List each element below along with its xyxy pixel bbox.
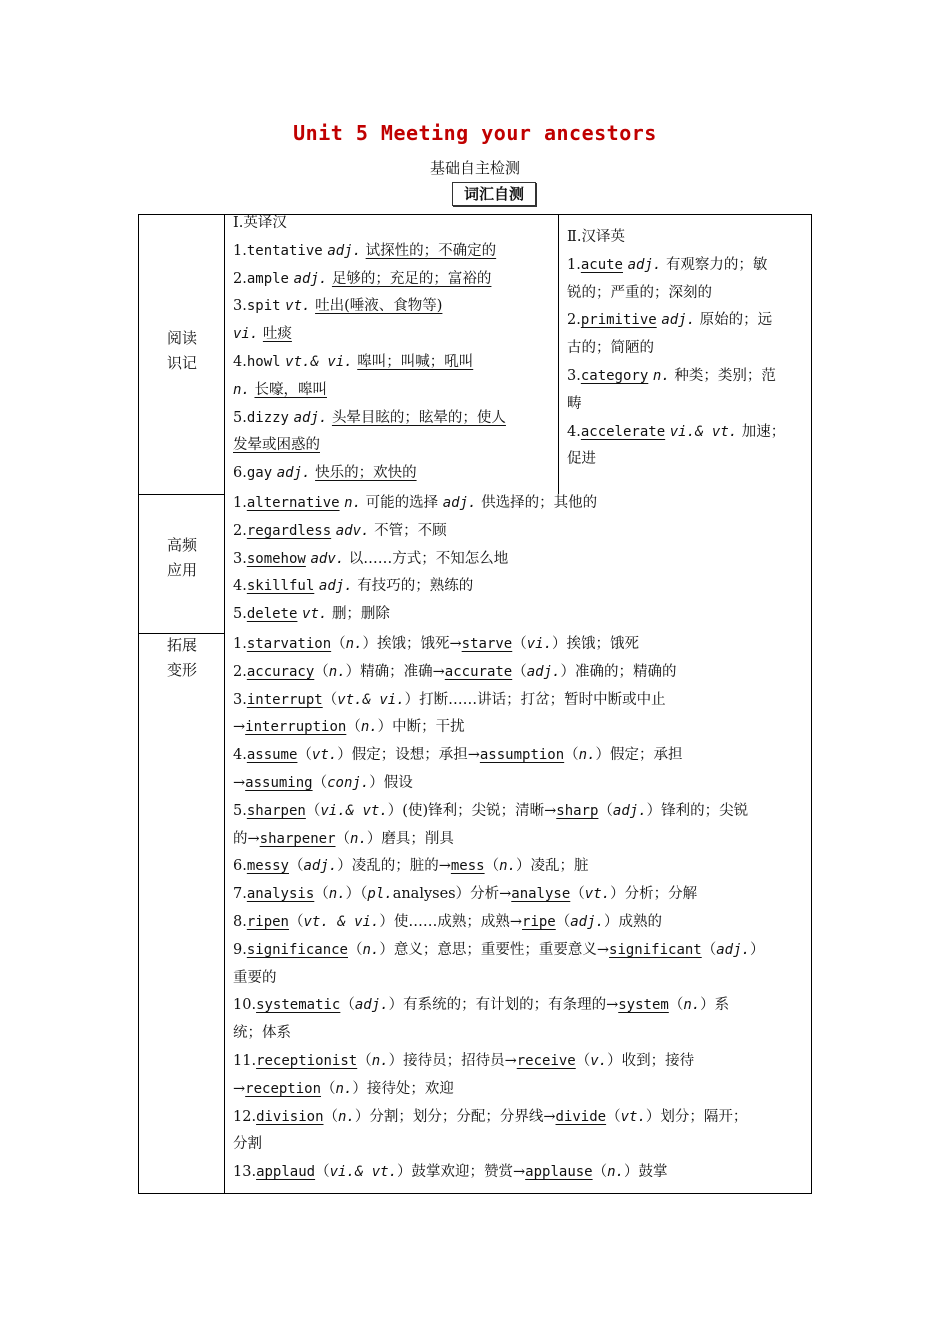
row-label-reading [139, 326, 225, 376]
extension-line [233, 1104, 764, 1132]
part-of-speech: vi.& vt. [669, 423, 738, 440]
extension-line [233, 1020, 764, 1048]
vocab-word: receptionist [256, 1052, 358, 1069]
vocab-word: assuming [245, 774, 313, 791]
item-number: 3. [233, 550, 247, 567]
part-of-speech: adj. [526, 663, 561, 680]
vocab-word: interruption [245, 719, 347, 736]
text-segment: （ [512, 636, 527, 652]
vocab-word: primitive [580, 312, 657, 329]
text-segment: （ [357, 1052, 372, 1069]
text-segment: （ [564, 747, 579, 764]
vocab-word: accuracy [246, 663, 315, 680]
table-row-divider-1 [138, 494, 224, 495]
row-label-line: 阅读 [166, 329, 197, 347]
part-of-speech: vt. [584, 886, 611, 903]
table-border-right [811, 214, 812, 1194]
text-segment: （ [570, 886, 585, 903]
vocab-line [233, 601, 597, 629]
text-segment: （ [512, 663, 527, 680]
vocab-word: regardless [246, 522, 332, 539]
text-segment: （ [555, 913, 571, 930]
meaning: 促进 [567, 451, 596, 468]
part-of-speech: n. [344, 495, 362, 511]
vocab-line [233, 432, 506, 460]
text-segment: （ [289, 913, 304, 930]
extension-line [233, 992, 764, 1020]
text-segment: （ [331, 636, 346, 652]
meaning: 嗥叫；叫喊；吼叫 [357, 353, 474, 370]
text-segment: ）假设 [369, 774, 413, 791]
text-segment: ）准确的；精确的 [560, 663, 677, 680]
item-number: 3. [567, 367, 581, 384]
vocab-word: skillful [246, 578, 315, 595]
part-of-speech: n. [350, 830, 367, 847]
vocab-line [567, 307, 785, 335]
extension-line [233, 631, 764, 659]
vocab-word: dizzy [246, 409, 289, 426]
row-label-frequent [139, 533, 225, 583]
item-number: 1. [567, 256, 581, 273]
vocab-word: receive [516, 1052, 576, 1069]
meaning: 发晕或困惑的 [233, 437, 320, 454]
meaning: 可能的选择 [365, 495, 439, 511]
text-segment: ）磨具；削具 [366, 830, 454, 847]
text-segment: （ [606, 1108, 621, 1125]
vocab-line [567, 363, 785, 391]
vocab-word: alternative [246, 495, 340, 511]
text-segment: ）分割；划分；分配；分界线→ [354, 1108, 556, 1125]
part-of-speech: adj. [318, 578, 353, 595]
part-of-speech: n. [371, 1052, 389, 1069]
section-box-label: 词汇自测 [452, 182, 536, 206]
text-segment: （ [340, 997, 355, 1014]
extension-line [233, 853, 764, 881]
text-segment: （ [322, 691, 338, 708]
extension-line [233, 1159, 764, 1187]
vocab-line [233, 518, 597, 546]
meaning: 原始的；远 [699, 312, 773, 329]
vocab-word: messy [246, 858, 289, 875]
text-segment: （ [346, 719, 361, 736]
meaning: 吐出(唾液、食物等) [315, 298, 443, 315]
vocab-word: significant [609, 941, 702, 958]
meaning: 头晕目眩的；眩晕的；使人 [331, 409, 506, 426]
text-segment: ）中断；干扰 [377, 719, 465, 736]
part-of-speech: vt. [620, 1108, 646, 1125]
text-segment: ）有系统的；有计划的；有条理的→ [388, 997, 619, 1014]
text-segment: ）鼓掌欢迎；赞赏→ [397, 1164, 526, 1181]
meaning: 快乐的；欢快的 [315, 465, 417, 482]
part-of-speech: vi.& vt. [329, 1164, 398, 1181]
part-of-speech: vi. [233, 326, 259, 343]
row-label-line: 变形 [166, 661, 197, 679]
vocab-word: accurate [444, 663, 513, 680]
vocab-word: assumption [479, 747, 565, 764]
text-segment: （ [598, 802, 613, 819]
meaning: 长嚎，嗥叫 [254, 381, 327, 398]
vocab-line [233, 293, 506, 321]
text-segment: （ [484, 858, 500, 875]
row-label-line: 识记 [166, 354, 197, 372]
item-number: 1. [233, 495, 247, 511]
text-segment: 的→ [233, 830, 260, 847]
text-segment: （ [575, 1052, 591, 1069]
meaning: 古的；简陋的 [567, 340, 654, 357]
vocab-word: sharp [556, 802, 599, 819]
text-segment: ）锋利的；尖锐 [646, 802, 749, 819]
vocab-word: ample [246, 270, 289, 287]
text-segment: ）精确；准确→ [345, 663, 445, 680]
text-segment: （ [668, 997, 684, 1014]
vocab-line [567, 419, 785, 447]
part-of-speech: n. [683, 997, 701, 1014]
item-number: 5. [233, 409, 247, 426]
extension-line [233, 826, 764, 854]
part-of-speech: pl. [367, 886, 393, 903]
item-number: 6. [233, 465, 247, 482]
text-segment: ）假定；承担 [595, 747, 683, 764]
vocab-word: mess [450, 858, 485, 875]
part-of-speech: vt.& vi. [337, 691, 405, 708]
text-segment: ）(使)锋利；尖锐；清晰→ [387, 802, 557, 819]
text-segment: 8. [233, 913, 247, 930]
text-segment: （ [289, 858, 304, 875]
text-segment: ）使……成熟；成熟→ [379, 913, 523, 930]
vocab-word: ripen [246, 913, 289, 930]
part-of-speech: n. [607, 1164, 624, 1181]
part-of-speech: adv. [335, 522, 370, 539]
part-of-speech: adj. [293, 409, 328, 426]
extension-line [233, 881, 764, 909]
meaning: 以……方式；不知怎么地 [348, 550, 509, 567]
vocab-line [233, 573, 597, 601]
meaning: 删；删除 [331, 606, 390, 623]
meaning: 畴 [567, 395, 582, 412]
text-segment: analyses）分析→ [392, 886, 512, 903]
part-of-speech: vt. [311, 747, 338, 764]
vocab-word: spit [246, 298, 281, 315]
text-segment: 重要的 [233, 969, 277, 986]
part-of-speech: n. [345, 636, 363, 652]
part-of-speech: n. [360, 719, 378, 736]
part-of-speech: adj. [276, 465, 311, 482]
item-number: 4. [567, 423, 581, 440]
extension-line [233, 659, 764, 687]
meaning: 试探性的；不确定的 [365, 242, 497, 259]
vocab-line [233, 460, 506, 488]
item-number: 4. [233, 353, 247, 370]
vocab-line [233, 238, 506, 266]
item-number: 2. [233, 522, 247, 539]
item-number: 1. [233, 242, 247, 259]
vocab-line [233, 405, 506, 433]
vocab-word: sharpen [246, 802, 306, 819]
extension-line [233, 798, 764, 826]
text-segment: → [233, 1080, 246, 1097]
extension-line [233, 714, 764, 742]
vocab-word: tentative [246, 242, 323, 259]
text-segment: 11. [233, 1052, 257, 1069]
part-of-speech: vt.& vi. [285, 353, 353, 370]
table-inner-divider [558, 214, 559, 494]
vocab-word: category [580, 367, 649, 384]
meaning: 加速； [741, 423, 786, 440]
part-of-speech: n. [335, 1080, 353, 1097]
vocab-line [567, 335, 785, 363]
part-of-speech: n. [578, 747, 596, 764]
vocab-line [233, 377, 506, 405]
text-segment: 3. [233, 691, 247, 708]
vocab-line [567, 391, 785, 419]
text-segment: ） [749, 941, 765, 958]
vocab-word: ripe [522, 913, 556, 930]
part-of-speech: vt. & vi. [303, 913, 380, 930]
part-of-speech: adj. [627, 256, 662, 273]
section-subtitle: 基础自主检测 [429, 159, 520, 177]
item-number: 2. [233, 270, 247, 287]
text-segment: 统；体系 [233, 1025, 291, 1042]
part-of-speech: v. [590, 1052, 608, 1069]
meaning: 锐的；严重的；深刻的 [567, 284, 712, 301]
part-of-speech: n. [499, 858, 516, 875]
text-segment: 7. [233, 886, 247, 903]
extension-line [233, 1131, 764, 1159]
part-of-speech: n. [233, 381, 250, 398]
text-segment: 13. [233, 1164, 257, 1181]
part-of-speech: adj. [303, 858, 338, 875]
row-label-extend [139, 633, 225, 683]
text-segment: ）系 [700, 997, 730, 1014]
part-of-speech: adj. [354, 997, 389, 1014]
meaning: 有技巧的；熟练的 [357, 578, 474, 595]
vocab-word: interrupt [246, 691, 323, 708]
vocab-word: somehow [246, 550, 306, 567]
item-number: 2. [567, 312, 581, 329]
text-segment: （ [314, 886, 329, 903]
vocab-line [233, 490, 597, 518]
extension-line [233, 1076, 764, 1104]
vocab-word: accelerate [580, 423, 666, 440]
vocab-line [567, 446, 785, 474]
text-segment: 6. [233, 858, 247, 875]
vocab-line [233, 266, 506, 294]
text-segment: （ [321, 1080, 336, 1097]
chinese-to-english-section [567, 224, 785, 474]
frequent-use-section [233, 490, 597, 629]
meaning: 有观察力的；敏 [665, 256, 768, 273]
part-of-speech: adv. [310, 550, 345, 567]
text-segment: 10. [233, 997, 257, 1014]
item-number: 3. [233, 298, 247, 315]
vocab-word: applause [525, 1164, 593, 1181]
text-segment: （ [335, 830, 351, 847]
text-segment: （ [312, 774, 328, 791]
vocab-line [233, 546, 597, 574]
vocab-line [567, 252, 785, 280]
part-of-speech: n. [652, 367, 670, 384]
text-segment: 9. [233, 941, 247, 958]
text-segment: ）鼓掌 [623, 1164, 668, 1181]
part-of-speech: vt. [302, 606, 328, 623]
meaning: 种类；类别；范 [674, 367, 776, 384]
text-segment: ）挨饿；饿死→ [362, 636, 462, 652]
meaning: 吐痰 [262, 326, 292, 343]
part-of-speech: n. [328, 886, 346, 903]
text-segment: → [233, 774, 246, 791]
text-segment: 12. [233, 1108, 257, 1125]
part-of-speech: adj. [612, 802, 647, 819]
text-segment: ）接待处；欢迎 [352, 1080, 454, 1097]
text-segment: 4. [233, 747, 247, 764]
item-number: 5. [233, 606, 247, 623]
text-segment: （ [701, 941, 717, 958]
text-segment: ）挨饿；饿死 [552, 636, 640, 652]
extension-line [233, 909, 764, 937]
vocab-word: starve [461, 636, 513, 652]
text-segment: （ [314, 663, 329, 680]
table-border-bottom [138, 1193, 811, 1194]
text-segment: ）接待员；招待员→ [388, 1052, 517, 1069]
text-segment: （ [348, 941, 363, 958]
text-segment: ）成熟的 [603, 913, 662, 930]
extension-section [233, 631, 764, 1187]
vocab-word: reception [245, 1080, 322, 1097]
c2e-heading: Ⅱ.汉译英 [567, 229, 625, 245]
vocab-word: sharpener [259, 830, 336, 847]
meaning: 足够的；充足的；富裕的 [331, 270, 492, 287]
row-label-line: 应用 [166, 561, 197, 579]
text-segment: ）分析；分解 [610, 886, 698, 903]
part-of-speech: adj. [327, 242, 362, 259]
meaning: 不管；不顾 [374, 522, 447, 539]
vocab-word: analysis [246, 886, 315, 903]
text-segment: （ [592, 1164, 608, 1181]
vocab-word: assume [246, 747, 298, 764]
text-segment: ）（ [345, 886, 368, 903]
text-segment: （ [297, 747, 312, 764]
part-of-speech: vt. [285, 298, 311, 315]
vocab-word: systematic [256, 997, 341, 1014]
text-segment: ）打断……讲话；打岔；暂时中断或中止 [404, 691, 666, 708]
text-segment: 分割 [233, 1136, 262, 1153]
extension-line [233, 937, 764, 965]
extension-line [233, 687, 764, 715]
vocab-line [567, 280, 785, 308]
text-segment: （ [315, 1164, 330, 1181]
vocab-word: gay [246, 465, 273, 482]
text-segment: ）凌乱的；脏的→ [337, 858, 451, 875]
part-of-speech: adj. [716, 941, 750, 958]
extension-line [233, 770, 764, 798]
part-of-speech: adj. [661, 312, 696, 329]
e2c-heading: Ⅰ.英译汉 [233, 215, 287, 231]
text-segment: ）划分；隔开； [645, 1108, 748, 1125]
part-of-speech: conj. [327, 774, 370, 791]
text-segment: 1. [233, 636, 247, 652]
english-to-chinese-section [233, 210, 506, 488]
text-segment: ）收到；接待 [607, 1052, 695, 1069]
text-segment: 2. [233, 663, 247, 680]
meaning: 供选择的；其他的 [481, 495, 598, 511]
vocab-word: analyse [511, 886, 571, 903]
vocab-word: delete [246, 606, 298, 623]
page-title: Unit 5 Meeting your ancestors [293, 121, 657, 145]
item-number: 4. [233, 578, 247, 595]
vocab-word: divide [555, 1108, 607, 1125]
text-segment: （ [323, 1108, 338, 1125]
row-label-line: 高频 [166, 536, 197, 554]
text-segment: → [233, 719, 246, 736]
part-of-speech: n. [328, 663, 346, 680]
vocab-word: howl [246, 353, 281, 370]
vocab-word: system [618, 997, 669, 1014]
text-segment: 5. [233, 802, 247, 819]
part-of-speech: n. [338, 1108, 355, 1125]
part-of-speech: adj. [293, 270, 328, 287]
text-segment: （ [305, 802, 321, 819]
text-segment: ）意义；意思；重要性；重要意义→ [379, 941, 610, 958]
text-segment: ）假定；设想；承担→ [337, 747, 480, 764]
vocab-word: division [256, 1108, 324, 1125]
vocab-line [233, 349, 506, 377]
vocab-word: acute [580, 256, 623, 273]
part-of-speech: adj. [442, 495, 477, 511]
part-of-speech: n. [362, 941, 380, 958]
row-label-line: 拓展 [166, 636, 197, 654]
text-segment: ）凌乱；脏 [515, 858, 589, 875]
part-of-speech: vi.& vt. [320, 802, 388, 819]
vocab-word: starvation [246, 636, 332, 652]
part-of-speech: adj. [570, 913, 604, 930]
vocab-word: significance [246, 941, 348, 958]
extension-line [233, 742, 764, 770]
extension-line [233, 965, 764, 993]
part-of-speech: vi. [526, 636, 553, 652]
vocab-word: applaud [256, 1164, 316, 1181]
extension-line [233, 1048, 764, 1076]
vocab-line [233, 321, 506, 349]
